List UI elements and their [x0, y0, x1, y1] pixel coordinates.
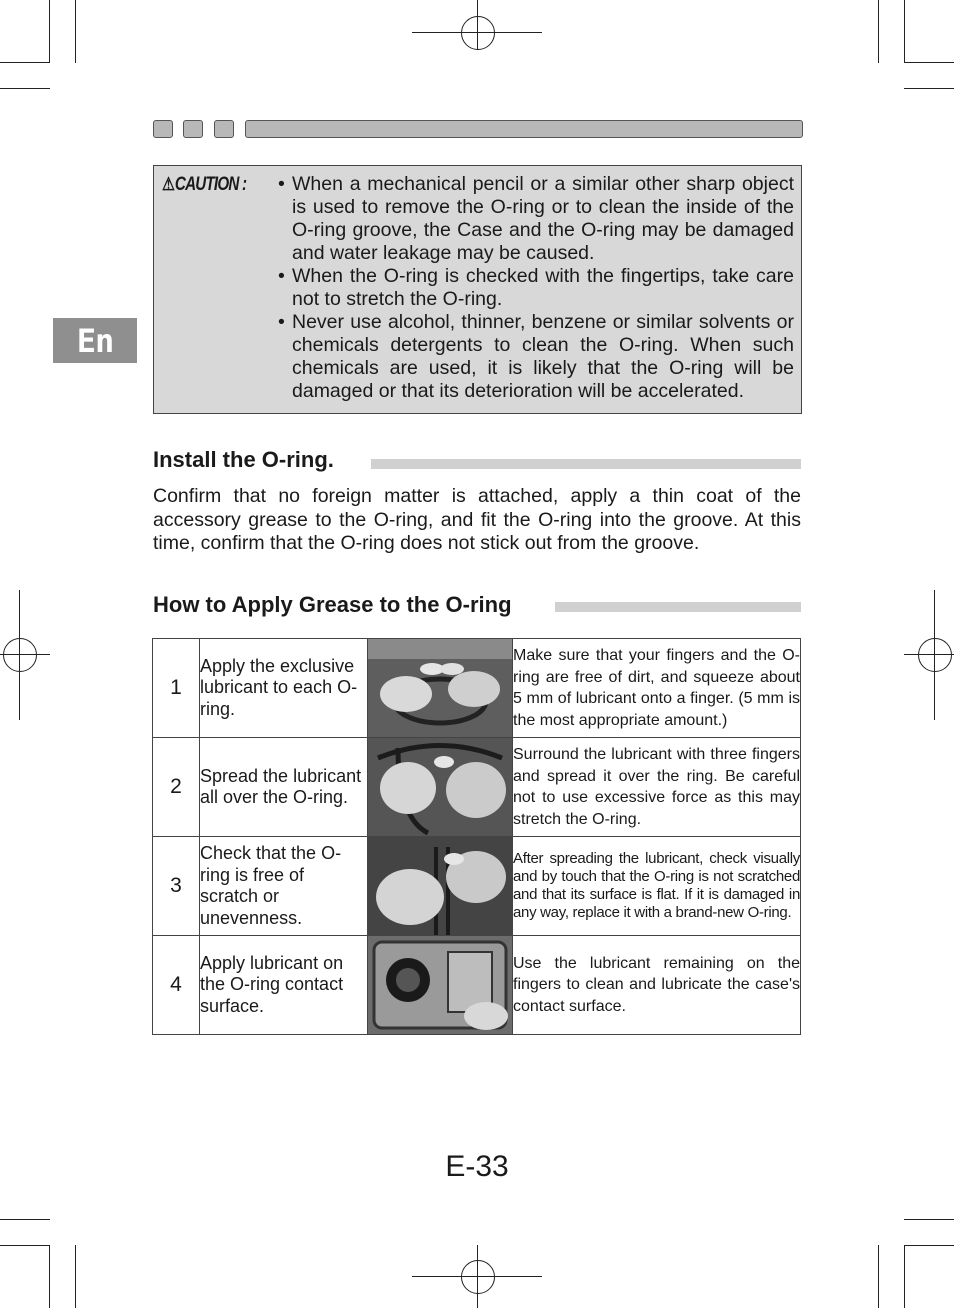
step-number: 1	[153, 639, 200, 738]
caution-item: • When the O-ring is checked with the fingertips, take care not to stretch the O-ring.	[278, 265, 794, 310]
step-number: 4	[153, 936, 200, 1035]
step-note: Use the lubricant remaining on the fingers to clean and lubricate the case's contact surface.	[513, 936, 801, 1035]
table-row	[153, 639, 801, 738]
step-description: Check that the O-ring is free of scratch or unevenness.	[200, 837, 368, 936]
step-description: Apply lubricant on the O-ring contact surface.	[200, 936, 368, 1035]
caution-box	[153, 165, 802, 414]
step-photo-checking	[368, 837, 513, 936]
caution-list	[278, 173, 794, 403]
page-number: E-33	[445, 1150, 509, 1183]
grease-heading-bar	[555, 602, 801, 612]
step-note: Surround the lubricant with three fingers and spread it over the ring. Be careful not to use excessive force as this may stretch the O-ring.	[513, 738, 801, 837]
grease-heading: How to Apply Grease to the O-ring	[153, 592, 512, 617]
table-row	[153, 936, 801, 1035]
step-description: Apply the exclusive lubricant to each O-ring.	[200, 639, 368, 738]
step-photo-case	[368, 936, 513, 1035]
caution-label: ⚠CAUTION :	[162, 174, 247, 195]
caution-item: • Never use alcohol, thinner, benzene or similar solvents or chemicals detergents to clean the O-ring. When such chemicals are used, it is likely that the O-ring will be damaged or that its deterioration will be accelerated.	[278, 311, 794, 402]
caution-item: • When a mechanical pencil or a similar other sharp object is used to remove the O-ring or to clean the inside of the O-ring groove, the Case and the O-ring may be damaged and water leakage may be caused.	[278, 173, 794, 264]
table-row	[153, 738, 801, 837]
install-heading-bar	[371, 459, 801, 469]
grease-steps-table	[152, 638, 801, 1035]
step-note: After spreading the lubricant, check visually and by touch that the O-ring is not scratched and that its surface is flat. If it is damaged in any way, replace it with a brand-new O-ring.	[513, 837, 801, 936]
table-row	[153, 837, 801, 936]
language-tab: En	[53, 318, 137, 363]
warning-triangle-icon: ⚠	[162, 174, 175, 194]
step-number: 2	[153, 738, 200, 837]
step-note: Make sure that your fingers and the O-ring are free of dirt, and squeeze about 5 mm of lubricant onto a finger. (5 mm is the most appropriate amount.)	[513, 639, 801, 738]
install-body: Confirm that no foreign matter is attached, apply a thin coat of the accessory grease to the O-ring, and fit the O-ring into the groove. At this time, confirm that the O-ring does not stick out from the groove.	[153, 485, 801, 554]
step-number: 3	[153, 837, 200, 936]
step-description: Spread the lubricant all over the O-ring.	[200, 738, 368, 837]
step-photo-spreading	[368, 738, 513, 837]
install-heading: Install the O-ring.	[153, 447, 334, 472]
step-photo-fingers-ring	[368, 639, 513, 738]
